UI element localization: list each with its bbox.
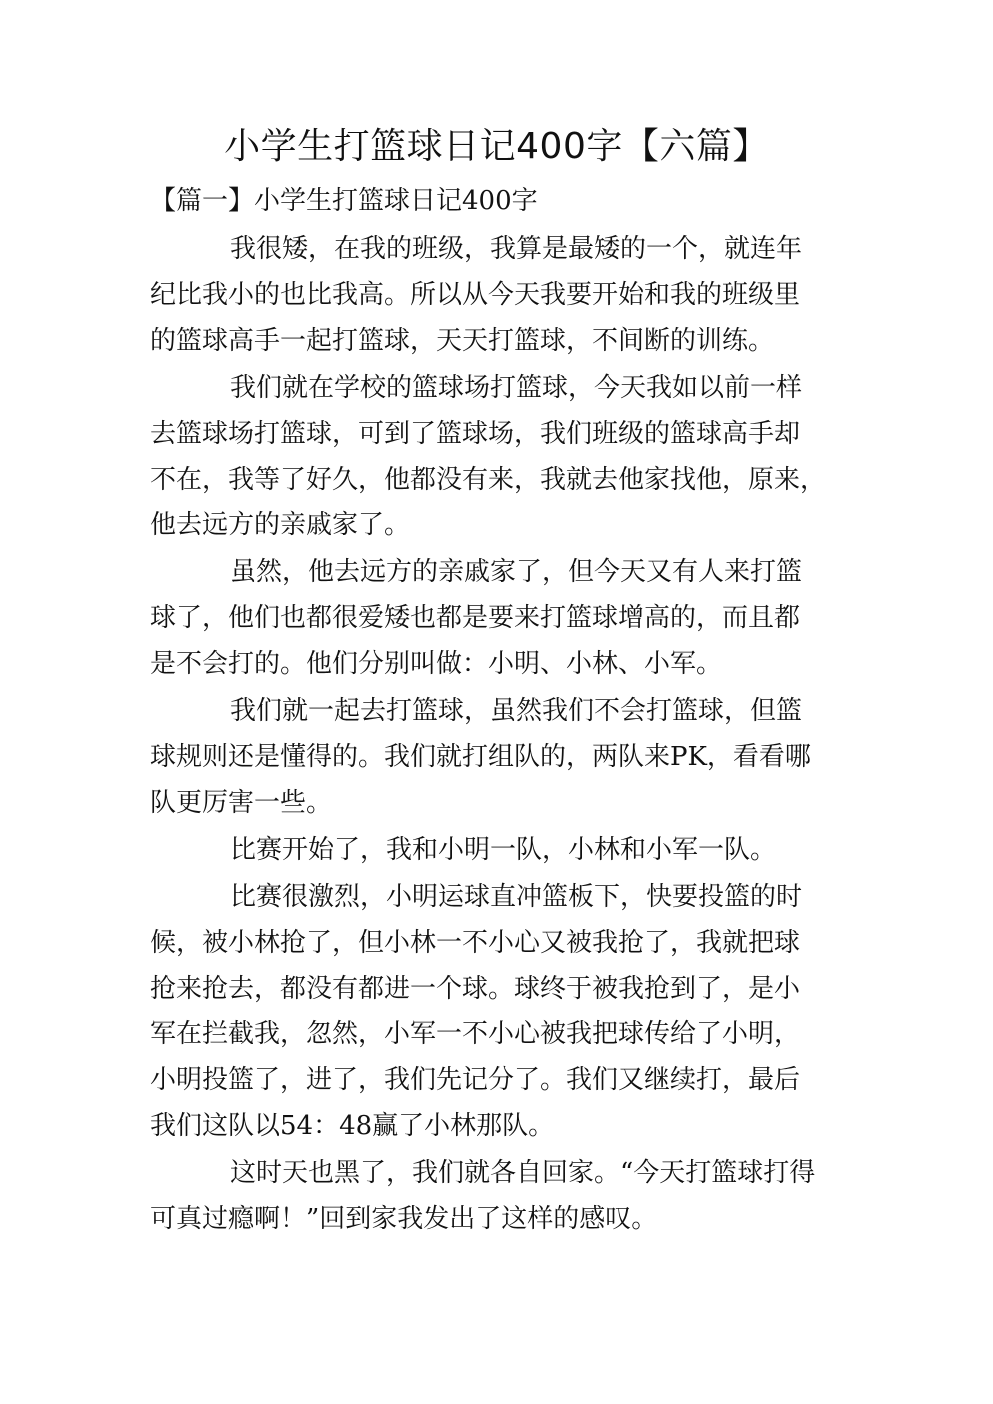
paragraph-line: 我们这队以54：48赢了小林那队。 [150, 1111, 555, 1142]
paragraph-line: 我们就一起去打篮球，虽然我们不会打篮球，但篮 [230, 696, 803, 727]
paragraph-line: 可真过瘾啊！”回到家我发出了这样的感叹。 [150, 1204, 658, 1235]
article-body [150, 227, 840, 1244]
paragraph-line: 我很矮，在我的班级，我算是最矮的一个，就连年 [230, 234, 803, 264]
paragraph-line: 队更厉害一些。 [150, 787, 333, 818]
paragraph [150, 689, 840, 827]
paragraph-line: 这时天也黑了，我们就各自回家。“今天打篮球打得 [230, 1158, 816, 1189]
paragraph-line: 不在，我等了好久，他都没有来，我就去他家找他，原来， [150, 464, 827, 495]
paragraph-line: 我们就在学校的篮球场打篮球，今天我如以前一样 [230, 372, 803, 403]
paragraph [150, 227, 840, 365]
paragraph-line: 的篮球高手一起打篮球，天天打篮球，不间断的训练。 [150, 325, 775, 356]
paragraph [150, 875, 840, 1150]
paragraph-line: 虽然，他去远方的亲戚家了，但今天又有人来打篮 [230, 557, 803, 588]
paragraph [150, 550, 840, 688]
paragraph-line: 去篮球场打篮球，可到了篮球场，我们班级的篮球高手却 [150, 418, 801, 449]
paragraph-line: 军在拦截我，忽然，小军一不小心被我把球传给了小明， [150, 1019, 801, 1050]
paragraph-line: 比赛开始了，我和小明一队，小林和小军一队。 [230, 834, 777, 865]
paragraph-line: 纪比我小的也比我高。所以从今天我要开始和我的班级里 [150, 279, 801, 310]
paragraph-line: 候，被小林抢了，但小林一不小心又被我抢了，我就把球 [150, 927, 801, 958]
paragraph-line: 球规则还是懂得的。我们就打组队的，两队来PK，看看哪 [150, 741, 811, 772]
paragraph-line: 比赛很激烈，小明运球直冲篮板下，快要投篮的时 [230, 881, 803, 912]
paragraph-line: 球了，他们也都很爱矮也都是要来打篮球增高的，而且都 [150, 603, 801, 634]
paragraph-line: 他去远方的亲戚家了。 [150, 510, 411, 541]
paragraph-line: 抢来抢去，都没有都进一个球。球终于被我抢到了，是小 [150, 973, 801, 1004]
section-heading: 【篇一】小学生打篮球日记400字 [150, 186, 538, 216]
document-title: 小学生打篮球日记400字【六篇】 [224, 126, 769, 167]
paragraph [150, 828, 840, 874]
paragraph-line: 是不会打的。他们分别叫做：小明、小林、小军。 [150, 649, 723, 680]
paragraph-line: 小明投篮了，进了，我们先记分了。我们又继续打，最后 [150, 1065, 801, 1096]
paragraph [150, 366, 840, 550]
paragraph [150, 1151, 840, 1243]
